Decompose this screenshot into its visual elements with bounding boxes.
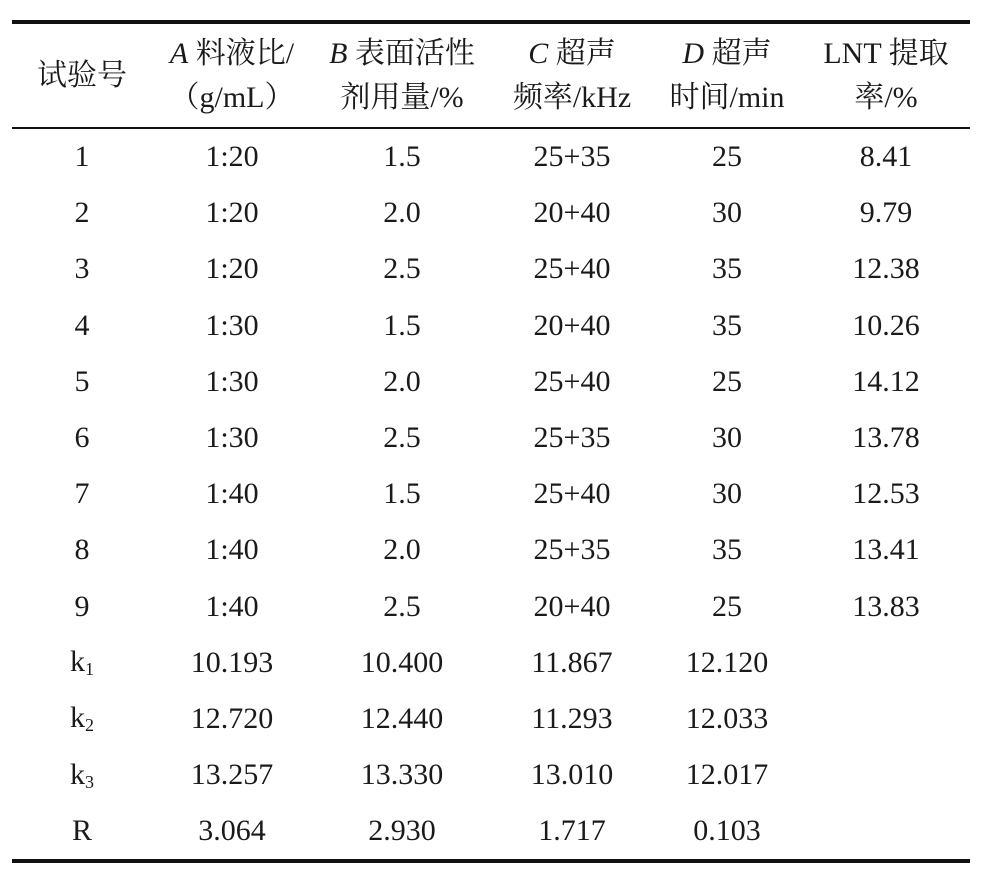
table-cell: 3.064 [198,814,266,848]
column-header-line1 [802,32,970,76]
table-cell: 10.400 [360,645,444,679]
column-header [312,22,492,128]
table-cell: 2.5 [383,589,421,623]
stat-label-subscript: 1 [85,659,94,680]
table-row [12,466,970,522]
column-header-line2: （g/mL） [169,80,295,114]
table-cell: 25 [712,140,742,174]
factor-symbol: D [682,36,705,70]
table-cell: 25+35 [533,140,611,174]
table-cell: 1:20 [205,252,259,286]
table-cell: 1.5 [383,477,421,511]
table-cell: 25+40 [533,477,611,511]
table-cell: 11.293 [531,701,613,735]
table-cell: 13.41 [852,533,920,567]
table-cell: 1:40 [205,477,259,511]
table-cell: 13.010 [530,758,614,792]
column-header-line2: 剂用量/% [340,80,464,114]
stat-row [12,747,970,803]
column-header-line1 [492,32,652,76]
table-cell: 3 [74,252,90,286]
stat-row [12,803,970,861]
table-cell: 12.53 [852,477,920,511]
column-header-text: LNT 提取 [823,36,949,70]
column-header [802,22,970,128]
table-cell: 25+40 [533,252,611,286]
stat-label [12,803,152,861]
column-header [492,22,652,128]
stat-label [12,691,152,747]
table-cell: 2.5 [383,252,421,286]
stat-label-text: k [70,645,85,679]
column-header-line1 [12,54,152,98]
table-row [12,128,970,185]
column-header [652,22,802,128]
column-header-text: 超声 [548,36,616,70]
stat-label [12,635,152,691]
table-cell: 6 [74,421,90,455]
table-cell: 25+35 [533,533,611,567]
table-cell: 1:20 [205,140,259,174]
table-cell: 1:30 [205,308,259,342]
table-cell: 2.0 [383,196,421,230]
stat-label-text: k [70,701,85,735]
table-row [12,410,970,466]
column-header-text: 表面活性 [347,36,475,70]
stat-label [12,747,152,803]
column-header-line2: 频率/kHz [512,80,632,114]
table-cell: 25+40 [533,364,611,398]
table-cell: 12.440 [360,701,444,735]
table-cell: 20+40 [533,308,611,342]
table-cell [802,691,970,747]
table-cell: 2 [74,196,90,230]
table-row [12,354,970,410]
table-cell [802,747,970,803]
table-row [12,241,970,297]
column-header-text: 超声 [704,36,772,70]
table-cell: 1.5 [383,308,421,342]
stat-row [12,691,970,747]
orthogonal-test-table [12,20,970,863]
table-cell: 30 [712,421,742,455]
table-cell: 1:30 [205,421,259,455]
table-cell: 5 [74,364,90,398]
table-cell: 9.79 [859,196,913,230]
table-cell: 13.330 [360,758,444,792]
column-header-line2: 时间/min [669,80,785,114]
table-cell: 30 [712,477,742,511]
stat-label-subscript: 2 [85,715,94,736]
table-cell: 8 [74,533,90,567]
column-header-line2: 率/% [854,80,918,114]
table-cell: 1.717 [538,814,606,848]
header-row [12,22,970,128]
column-header [152,22,312,128]
table-row [12,185,970,241]
table-body [12,128,970,861]
table-cell: 1:40 [205,533,259,567]
column-header-line1 [152,32,312,76]
table-cell: 12.38 [852,252,920,286]
table-cell: 0.103 [693,814,761,848]
table-cell: 1:20 [205,196,259,230]
column-header-line1 [652,32,802,76]
factor-symbol: A [169,36,189,70]
factor-symbol: C [528,36,549,70]
table-cell: 2.930 [368,814,436,848]
table-cell: 12.033 [685,701,769,735]
column-header-text: 料液比/ [188,36,295,70]
table-cell: 9 [74,589,90,623]
table-cell: 10.26 [852,308,920,342]
table-cell: 35 [712,252,742,286]
table-cell: 35 [712,308,742,342]
table-row [12,522,970,578]
table-cell [802,803,970,861]
table-cell: 2.0 [383,533,421,567]
orthogonal-test-table-container [12,20,970,863]
table-cell: 12.720 [190,701,274,735]
table-cell: 13.257 [190,758,274,792]
column-header-text: 试验号 [37,58,127,92]
table-cell: 25+35 [533,421,611,455]
table-cell: 11.867 [531,645,613,679]
table-cell: 4 [74,308,90,342]
table-cell: 12.017 [685,758,769,792]
table-cell: 1.5 [383,140,421,174]
table-cell: 14.12 [852,364,920,398]
table-row [12,298,970,354]
table-cell: 12.120 [685,645,769,679]
stat-label-subscript: 3 [85,771,94,792]
table-cell: 2.5 [383,421,421,455]
table-cell: 13.78 [852,421,920,455]
table-cell: 1 [74,140,90,174]
table-cell: 2.0 [383,364,421,398]
table-cell: 20+40 [533,196,611,230]
table-cell: 25 [712,589,742,623]
factor-symbol: B [329,36,348,70]
table-cell: 25 [712,364,742,398]
column-header-line1 [312,32,492,76]
table-cell: 1:30 [205,364,259,398]
table-cell: 7 [74,477,90,511]
table-cell: 8.41 [859,140,913,174]
table-cell: 1:40 [205,589,259,623]
stat-row [12,635,970,691]
table-cell: 35 [712,533,742,567]
column-header [12,22,152,128]
stat-label-text: k [70,757,85,791]
table-cell: 30 [712,196,742,230]
table-cell: 13.83 [852,589,920,623]
stat-label-text: R [71,814,92,848]
table-row [12,579,970,635]
table-cell: 20+40 [533,589,611,623]
table-cell: 10.193 [190,645,274,679]
table-cell [802,635,970,691]
